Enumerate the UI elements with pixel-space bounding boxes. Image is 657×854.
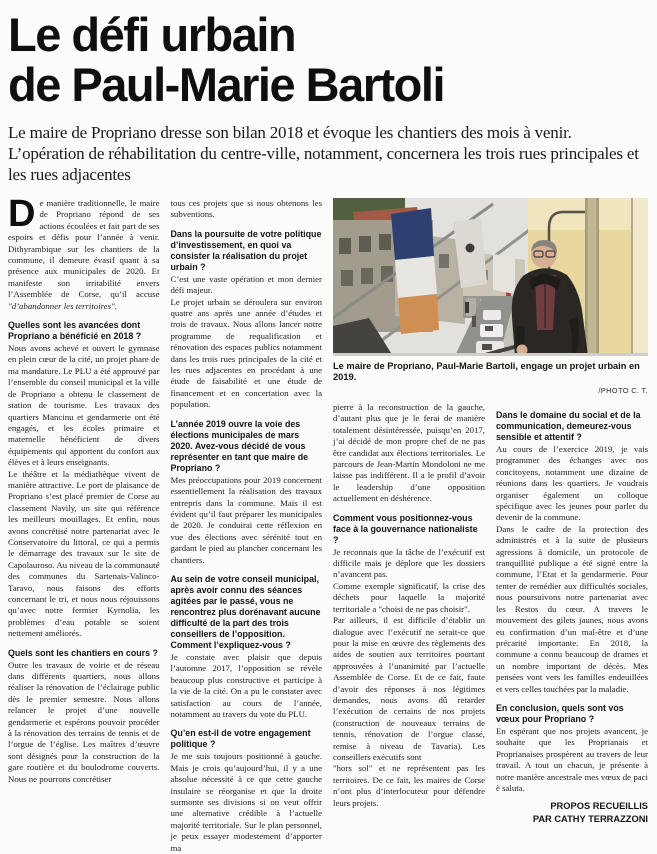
interview-question: Au sein de votre conseil municipal, après avoir connu des séances agitées par le passé, vous ne rencontrez plus dorénavant aucune difficulté de la part des trois conseillers de l’opposition. Comment l’expliquez-vous ? <box>170 573 321 650</box>
drop-cap: D <box>8 193 36 235</box>
article-column-4 <box>496 402 648 825</box>
standfirst: Le maire de Propriano dresse son bilan 2018 et évoque les chantiers des mois à venir. L’opération de réhabilitation du centre-ville, notamment, concernera les trois rues principales et les rues adjacentes <box>8 123 639 184</box>
interview-question: Quels sont les chantiers en cours ? <box>8 647 158 658</box>
article-body <box>8 193 648 854</box>
intro-paragraph: De manière traditionnelle, le maire de Propriano répond de ses actions écoulées et fait part de ses espoirs et défis pour l’année à venir. Dithyrambique sur les chantiers de la commune, il demeure évasif quant à sa présence aux municipales de 2020. Et manifeste son irritabilité envers l’Assemblée de Corse, qu’il accuse "d’abandonner les territoires". <box>8 193 160 311</box>
answer-paragraph: Je constate avec plaisir que depuis l’automne 2017, l’opposition se révèle beaucoup plus constructive et participe à la vie de la cité. On a pu le constater avec satisfaction au cours de l’année, notamment au travers du vote du PLU. <box>170 651 322 719</box>
photo-credit: /PHOTO C. T. <box>598 386 648 395</box>
interview-question: En conclusion, quels sont vos vœux pour Propriano ? <box>496 702 624 724</box>
article-lower-columns <box>333 402 648 825</box>
answer-paragraph: Outre les travaux de voirie et de réseau dans différents quartiers, nous allons réaliser la rénovation de l’éclairage public dès le premier semestre. Nous allons relancer le projet d’une nouvelle gendarmerie et espérons pouvoir procéder à la rénovation des terrains de tennis et de l’orgue de l’église. Les maîtres d’œuvre sont désignés pour la construction de la gare routière et du boulodrome couverts. Nous ne pourrons concrétiser <box>8 659 160 784</box>
interview-question: Qu’en est-il de votre engagement politique ? <box>170 728 311 750</box>
interview-question: Comment vous positionnez-vous face à la gouvernance nationaliste ? <box>333 512 478 545</box>
article-column-1 <box>8 193 160 854</box>
answer-paragraph: Je me suis toujours positionné à gauche. Mais je crois qu’aujourd’hui, il y a une absolue nécessité à ce que cette gauche insulaire se réorganise et que la droite surmonte ses divisions si on veut offrir une alternative crédible à l’actuelle majorité territoriale. Sur le plan personnel, je peux essayer modestement d’apporter ma <box>170 751 322 853</box>
headline-line-2: de Paul-Marie Bartoli <box>8 58 444 111</box>
answer-paragraph: tous ces projets que si nous obtenons les subventions. <box>170 198 322 220</box>
photo-caption-block <box>333 361 648 395</box>
answer-paragraph: Comme exemple significatif, la crise des déchets pour laquelle la majorité territoriale a "choisi de ne pas choisir". <box>333 580 485 614</box>
answer-paragraph: Le théâtre et la médiathèque vivent de manière attractive. Le port de plaisance de Propriano s’est placé premier de Corse au classement Navily, un site qui référence les meilleurs mouillages. Et enfin, nous avons concrétisé notre partenariat avec le Conservatoire du littoral, ce qui a permis le démarrage des travaux sur le site de Capolauroso. Au niveau de la communauté des communes du Sartenais-Valinco-Taravo, nous faisons des efforts concernant le tri, et nous nous réjouissons qu’avec notre fermier Kyrnolia, les problèmes d’eau potable se soient nettement améliorés. <box>8 468 160 639</box>
answer-paragraph: pierre à la reconstruction de la gauche, d’autant plus que je le ferai de manière totalement désintéressée, puisqu’en 2017, j’ai décidé de mon propre chef de ne pas être candidat aux élections territoriales. Le parcours de Jean-Martin Mondoloni ne me laisse pas indifférent. Il a le profil d’avoir le leadership d’une opposition actuellement en déshérence. <box>333 402 485 504</box>
answer-paragraph: Le projet urbain se déroulera sur environ quatre ans après une année d’études et trois de travaux. Nous allons lancer notre programme de requalification et rénovation des espaces publics notamment dans les trois rues principales de la cité et les rues adjacentes en procédant à une étude de faisabilité et une étude de financement et en concertation avec la population. <box>170 296 322 410</box>
italic-quote: "d’abandonner les territoires". <box>8 300 117 311</box>
photo-figure <box>333 198 648 395</box>
photo-caption: Le maire de Propriano, Paul-Marie Bartoli, engage un projet urbain en 2019. <box>333 361 640 382</box>
answer-paragraph: En espérant que nos projets avancent, je souhaite que les Proprianais et Proprianaises prospèrent au travers de leur travail. A tout un chacun, je présente à notre manière ancestrale mes vœux de paci è saluta. <box>496 725 648 793</box>
byline <box>496 800 648 825</box>
article-right-half <box>333 198 648 854</box>
answer-paragraph: Nous avons achevé et ouvert le gymnase en plein cœur de la cité, un projet phare de ma mandature. Le PLU a été approuvé par l’ensemble du conseil municipal et la ville de Propriano a obtenu le classement de station de tourisme. Les travaux des quartiers Mancinu et gendarmerie ont été engagés, et les écoles primaire et maternelle bénéficient de divers équipements qui apportent du confort aux élèves et à leurs enseignants. <box>8 343 160 468</box>
article-column-2 <box>171 198 323 854</box>
interview-question: Dans la poursuite de votre politique d’investissement, en quoi va consister la réalisation du projet urbain ? <box>170 228 322 272</box>
headline-line-1: Le défi urbain <box>8 8 296 61</box>
interview-question: L’année 2019 ouvre la voie des élections municipales de mars 2020. Avez-vous décidé de vous représenter en tant que maire de Propriano ? <box>170 418 309 473</box>
byline-line: PROPOS RECUEILLIS <box>550 801 648 812</box>
byline-line: PAR CATHY TERRAZZONI <box>532 813 648 824</box>
answer-paragraph: Dans le cadre de la protection des administrés et à la suite de plusieurs agressions à domicile, un protocole de tranquillité publique a été signé entre la commune, l’Etat et la gendarmerie. Pour tenter de remédier aux difficultés sociales, nous poursuivons notre partenariat avec les Restos du cœur. A travers le mouvement des gilets jaunes, nous avons eu confirmation d’un mal-être et d’une précarité importante. En 2018, la commune a connu beaucoup de drames et un nombre important de décès. Mes pensées vont vers les familles endeuillées et vers celles touchées par la maladie. <box>496 523 648 694</box>
article-photo <box>333 198 648 356</box>
answer-paragraph: Je reconnais que la tâche de l’exécutif est difficile mais je déplore que les dossiers n’avancent pas. <box>333 546 485 580</box>
article-column-3 <box>333 402 485 825</box>
answer-paragraph: C’est une vaste opération et mon dernier défi majeur. <box>170 273 322 296</box>
answer-paragraph: Au cours de l’exercice 2019, je vais programmer des échanges avec nos concitoyens, notamment une dizaine de réunions dans les quartiers. Je voudrais organiser également un colloque spécifique avec les jeunes pour parler du devenir de la commune. <box>496 444 648 523</box>
headline <box>8 10 648 110</box>
answer-paragraph: Par ailleurs, il est difficile d’établir un dialogue avec l’exécutif ne serait-ce que pour la mise en œuvre des règlements des aides de soutien aux territoires pourtant approuvées à l’unanimité par l’actuelle Assemblée de Corse. Et de ce fait, faute d’avoir des réponses à nos légitimes demandes, nous avons dû retarder l’exécution de certains de nos projets (construction de nouveaux terrains de tennis, rénovation de l’orgue classé, remise à niveau de Tavaria). Les conseillers exécutifs sont <box>333 615 485 762</box>
answer-paragraph: "hors sol" et ne représentent pas les territoires. De ce fait, les maires de Corse n’ont plus d’interlocuteur pour défendre leurs projets. <box>333 763 485 808</box>
interview-question: Dans le domaine du social et de la communication, demeurez-vous sensible et attentif ? <box>496 410 641 442</box>
photo-illustration <box>333 198 648 356</box>
interview-question: Quelles sont les avancées dont Propriano a bénéficié en 2018 ? <box>8 320 142 342</box>
answer-paragraph: Mes préoccupations pour 2019 concernent essentiellement la réalisation des travaux entrepris dans la commune. Mais il est évident qu’il faut préparer les municipales de 2020. Je conduirai cette réflexion en vue des élections avec sérénité tout en gardant le pied au plancher concernant les chantiers. <box>170 474 322 565</box>
